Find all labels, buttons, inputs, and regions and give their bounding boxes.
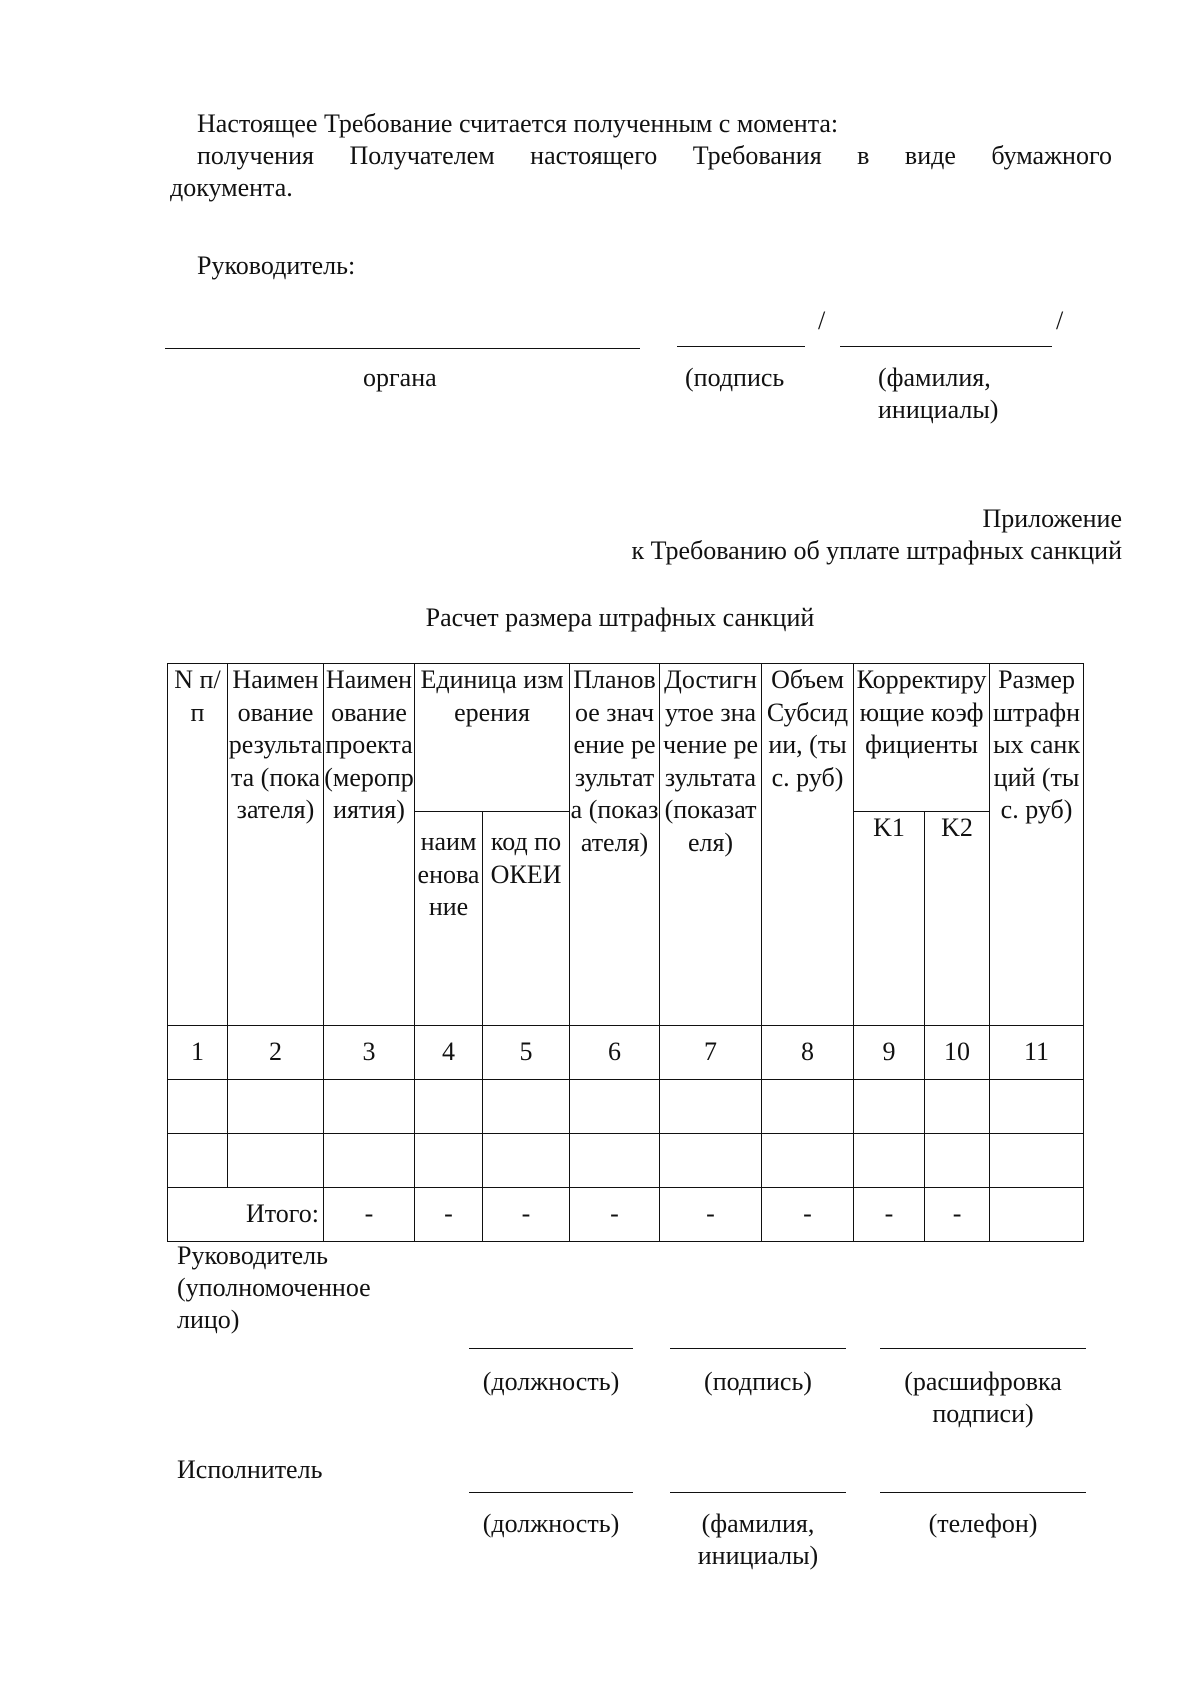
col-num-4: 4 (415, 1026, 483, 1080)
total-value: - (570, 1188, 660, 1242)
slash-2: / (1056, 306, 1064, 335)
header-num: N п/п (168, 664, 228, 1026)
total-value: - (660, 1188, 762, 1242)
head-caption-sign: (подпись) (704, 1367, 812, 1396)
col-num-3: 3 (324, 1026, 415, 1080)
header-project-name: Наименование проекта (мероприятия) (324, 664, 415, 1026)
name-line (840, 346, 1052, 347)
organ-line (165, 348, 640, 349)
header-penalty: Размер штрафных санкций (тыс. руб) (990, 664, 1084, 1026)
penalty-calc-table (167, 663, 1084, 1242)
total-value: - (483, 1188, 570, 1242)
col-num-8: 8 (762, 1026, 854, 1080)
header-coefficients: Корректирующие коэффициенты (854, 664, 990, 812)
executor-phone-line (880, 1492, 1086, 1493)
total-row (168, 1188, 1084, 1242)
col-num-1: 1 (168, 1026, 228, 1080)
caption-sign: (подпись (685, 363, 785, 392)
header-k2: K2 (925, 812, 990, 1026)
total-label: Итого: (168, 1188, 324, 1242)
slash-1: / (818, 306, 826, 335)
appendix-label: Приложение (982, 504, 1122, 533)
col-num-5: 5 (483, 1026, 570, 1080)
total-value: - (415, 1188, 483, 1242)
col-num-11: 11 (990, 1026, 1084, 1080)
executor-title: Исполнитель (177, 1455, 323, 1484)
head-caption-decode: (расшифровка подписи) (904, 1367, 1062, 1428)
executor-name-line (670, 1492, 846, 1493)
intro-line-3: документа. (170, 173, 293, 202)
intro-line-2: получения Получателем настоящего Требования в виде бумажного (197, 141, 1112, 170)
table-row (168, 1080, 1084, 1134)
header-planned: Плановое значение результата (показателя) (570, 664, 660, 1026)
header-unit-name: наименование (415, 812, 483, 1026)
column-number-row (168, 1026, 1084, 1080)
executor-position-line (469, 1492, 633, 1493)
col-num-10: 10 (925, 1026, 990, 1080)
header-unit-code: код по ОКЕИ (483, 812, 570, 1026)
total-penalty-value (990, 1188, 1084, 1242)
total-value: - (762, 1188, 854, 1242)
head-block-title: Руководитель (уполномоченное лицо) (177, 1241, 371, 1334)
appendix-reference: к Требованию об уплате штрафных санкций (631, 536, 1122, 565)
total-value: - (324, 1188, 415, 1242)
caption-organ: органа (363, 363, 437, 392)
header-k1: K1 (854, 812, 925, 1026)
executor-caption-phone: (телефон) (928, 1509, 1038, 1538)
header-unit: Единица измерения (415, 664, 570, 812)
total-value: - (925, 1188, 990, 1242)
header-result-name: Наименование результата (показателя) (228, 664, 324, 1026)
executor-caption-position: (должность) (482, 1509, 620, 1538)
total-value: - (854, 1188, 925, 1242)
calc-title: Расчет размера штрафных санкций (425, 603, 815, 632)
header-subsidy: Объем Субсидии, (тыс. руб) (762, 664, 854, 1026)
intro-line-1: Настоящее Требование считается полученным с момента: (197, 109, 839, 138)
header-achieved: Достигнутое значение результата (показателя) (660, 664, 762, 1026)
head-title: Руководитель: (197, 251, 356, 280)
head-sign-line (670, 1348, 846, 1349)
table-row (168, 1134, 1084, 1188)
head-decode-line (880, 1348, 1086, 1349)
col-num-9: 9 (854, 1026, 925, 1080)
col-num-7: 7 (660, 1026, 762, 1080)
executor-caption-name: (фамилия, инициалы) (697, 1509, 819, 1570)
caption-name: (фамилия, инициалы) (878, 363, 999, 424)
sign-line (677, 346, 805, 347)
col-num-6: 6 (570, 1026, 660, 1080)
head-position-line (469, 1348, 633, 1349)
head-caption-position: (должность) (482, 1367, 620, 1396)
col-num-2: 2 (228, 1026, 324, 1080)
